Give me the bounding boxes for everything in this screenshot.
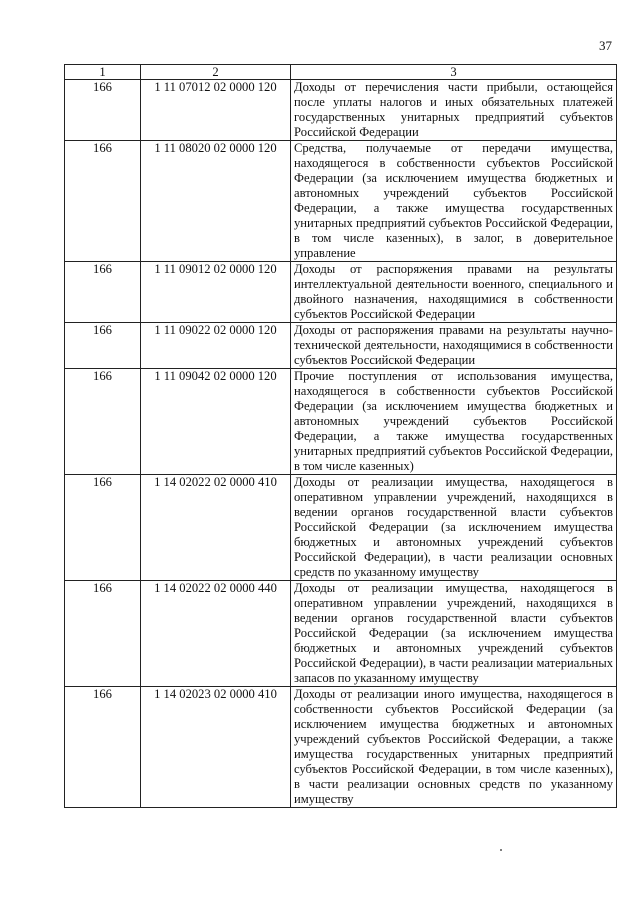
- table-row: [65, 262, 617, 323]
- admin-code-cell: 166: [65, 687, 141, 808]
- admin-code-cell: 166: [65, 323, 141, 369]
- description-cell: Доходы от распоряжения правами на результаты интеллектуальной деятельности военного, специального и двойного назначения, находящимися в собственности субъектов Российской Федерации: [291, 262, 617, 323]
- admin-code-cell: 166: [65, 262, 141, 323]
- admin-code-cell: 166: [65, 141, 141, 262]
- table-row: [65, 80, 617, 141]
- description-cell: Доходы от реализации имущества, находящегося в оперативном управлении учреждений, находящихся в ведении органов государственной власти субъектов Российской Федерации (за исключением имущества бюджетных и автономных учреждений субъектов Российской Федерации), в части реализации материальных запасов по указанному имуществу: [291, 581, 617, 687]
- kbk-code-cell: 1 14 02022 02 0000 440: [141, 581, 291, 687]
- column-header-3: 3: [291, 65, 617, 80]
- table-row: [65, 475, 617, 581]
- kbk-code-cell: 1 14 02022 02 0000 410: [141, 475, 291, 581]
- column-header-2: 2: [141, 65, 291, 80]
- kbk-code-cell: 1 11 07012 02 0000 120: [141, 80, 291, 141]
- admin-code-cell: 166: [65, 581, 141, 687]
- table-row: [65, 141, 617, 262]
- table-row: [65, 687, 617, 808]
- kbk-code-cell: 1 11 09042 02 0000 120: [141, 369, 291, 475]
- description-cell: Доходы от перечисления части прибыли, остающейся после уплаты налогов и иных обязательных платежей государственных унитарных предприятий субъектов Российской Федерации: [291, 80, 617, 141]
- kbk-code-cell: 1 11 09012 02 0000 120: [141, 262, 291, 323]
- admin-code-cell: 166: [65, 80, 141, 141]
- kbk-code-cell: 1 11 09022 02 0000 120: [141, 323, 291, 369]
- description-cell: Средства, получаемые от передачи имущества, находящегося в собственности субъектов Российской Федерации (за исключением имущества бюджетных и автономных учреждений субъектов Российской Федерации, а также имущества государственных унитарных предприятий субъектов Российской Федерации, в том числе казенных), в залог, в доверительное управление: [291, 141, 617, 262]
- page-number: 37: [599, 38, 612, 53]
- description-cell: Доходы от распоряжения правами на результаты научно-технической деятельности, находящимися в собственности субъектов Российской Федерации: [291, 323, 617, 369]
- revenue-codes-table: [64, 64, 617, 808]
- admin-code-cell: 166: [65, 475, 141, 581]
- kbk-code-cell: 1 14 02023 02 0000 410: [141, 687, 291, 808]
- kbk-code-cell: 1 11 08020 02 0000 120: [141, 141, 291, 262]
- description-cell: Доходы от реализации иного имущества, находящегося в собственности субъектов Российской Федерации (за исключением имущества бюджетных и автономных учреждений субъектов Российской Федерации, а также имущества государственных унитарных предприятий субъектов Российской Федерации, в том числе казенных), в части реализации основных средств по указанному имуществу: [291, 687, 617, 808]
- description-cell: Доходы от реализации имущества, находящегося в оперативном управлении учреждений, находящихся в ведении органов государственной власти субъектов Российской Федерации (за исключением имущества бюджетных и автономных учреждений субъектов Российской Федерации), в части реализации основных средств по указанному имуществу: [291, 475, 617, 581]
- description-cell: Прочие поступления от использования имущества, находящегося в собственности субъектов Российской Федерации (за исключением имущества бюджетных и автономных учреждений субъектов Российской Федерации, а также имущества государственных унитарных предприятий субъектов Российской Федерации, в том числе казенных): [291, 369, 617, 475]
- admin-code-cell: 166: [65, 369, 141, 475]
- column-header-1: 1: [65, 65, 141, 80]
- scan-speck: [500, 849, 502, 851]
- table-row: [65, 369, 617, 475]
- table-row: [65, 323, 617, 369]
- table-row: [65, 581, 617, 687]
- table-header-row: [65, 65, 617, 80]
